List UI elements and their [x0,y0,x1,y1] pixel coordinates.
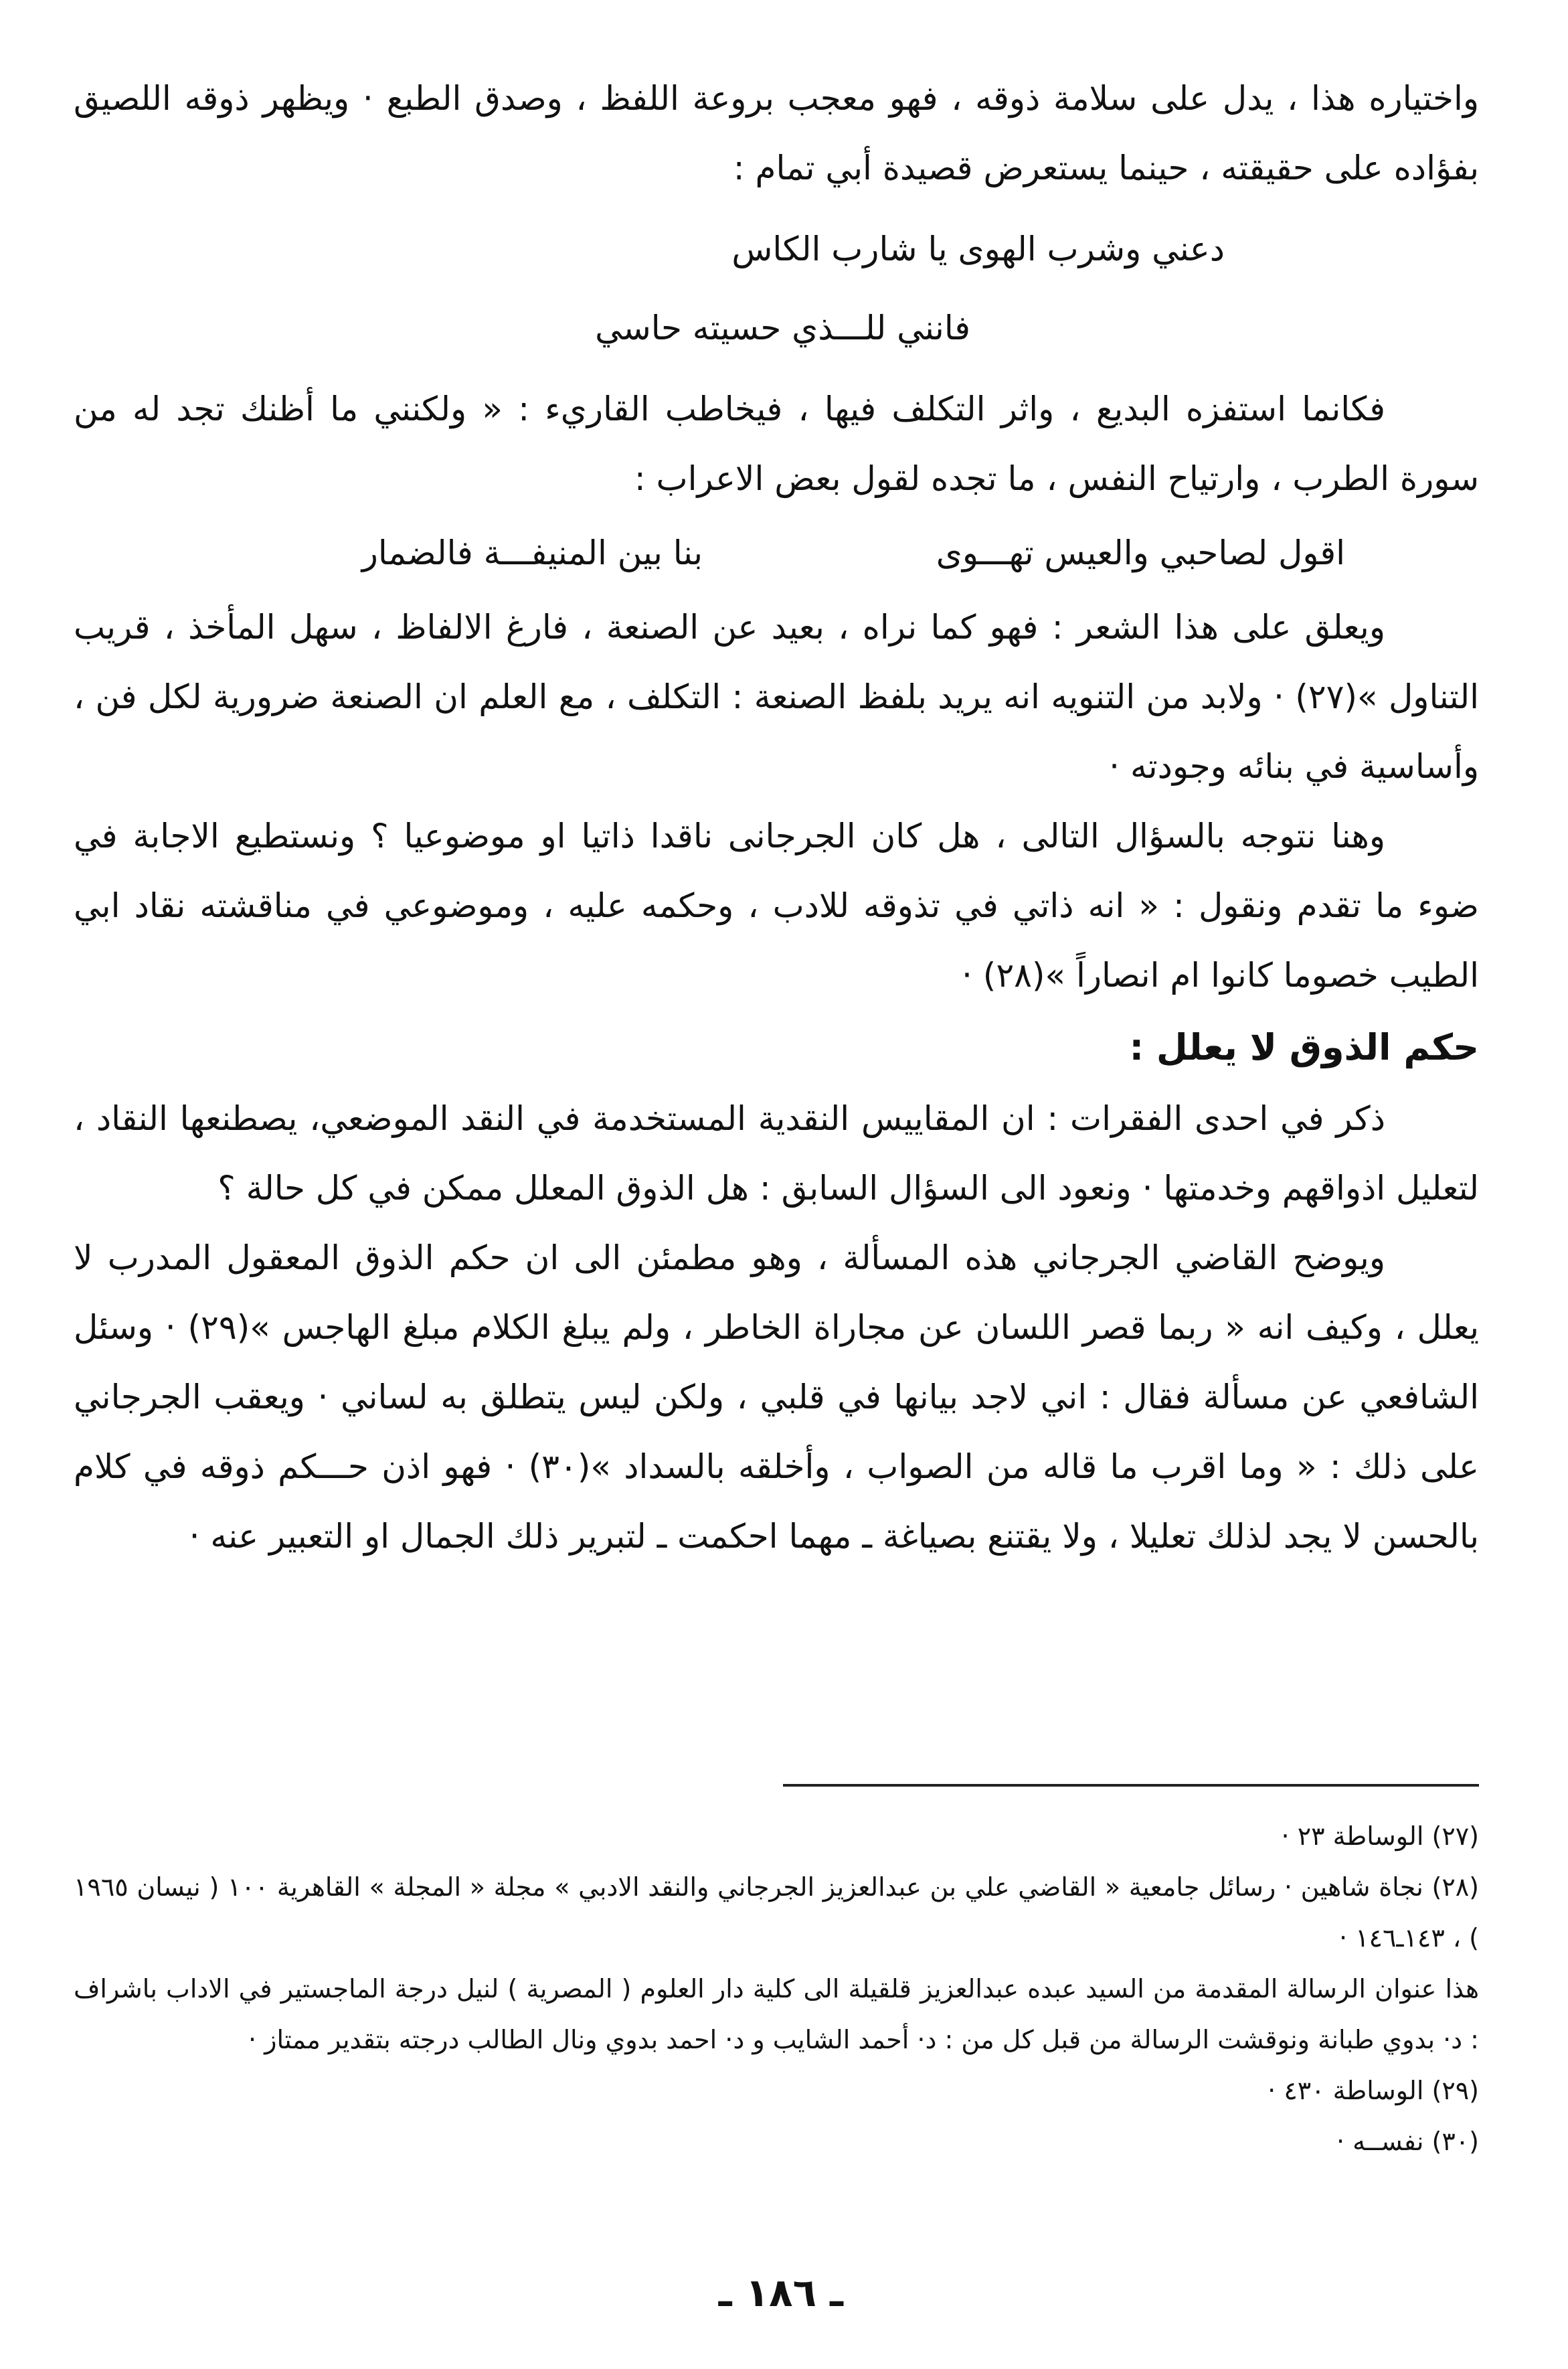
paragraph-2: فكانما استفزه البديع ، واثر التكلف فيها ، فيخاطب القاريء : « ولكنني ما أظنك تجد له من سورة الطرب ، وارتياح النفس ، ما تجده لقول بعض الاعراب : [74,390,1479,498]
verse-block-abu-tammam [74,210,1479,367]
verse-block-bedouin [74,513,1479,592]
verse-1-second-hemistich: فانني للـــذي حسيته حاسي [595,309,970,347]
page-number: ـ ١٨٦ ـ [718,2270,843,2315]
verse-2-first-hemistich: اقول لصاحبي والعيس تهـــوى [936,534,1345,572]
verse-1-first-hemistich: دعني وشرب الهوى يا شارب الكاس [731,230,1225,268]
footnote-28: (٢٨) نجاة شاهين · رسائل جامعية « القاضي علي بن عبدالعزيز الجرجاني والنقد الادبي » مجلة « المجلة » القاهرية ١٠٠ ( نيسان ١٩٦٥ ) ، ١٤٣ـ١٤٦ · [74,1872,1479,1953]
paragraph-3: ويعلق على هذا الشعر : فهو كما نراه ، بعيد عن الصنعة ، فارغ الالفاظ ، سهل المأخذ ، قريب التناول »(٢٧) · ولابد من التنويه انه يريد بلفظ الصنعة : التكلف ، مع العلم ان الصنعة ضرورية لكل فن ، وأساسية في بنائه وجودته · [74,608,1479,786]
footnote-30: (٣٠) نفســه · [1336,2127,1479,2156]
section-heading: حكم الذوق لا يعلل : [1129,1026,1479,1068]
paragraph-1: واختياره هذا ، يدل على سلامة ذوقه ، فهو معجب بروعة اللفظ ، وصدق الطبع · ويظهر ذوقه اللصيق بفؤاده على حقيقته ، حينما يستعرض قصيدة أبي تمام : [74,79,1479,187]
document-page [74,64,1479,2326]
footnotes [74,1811,1479,2167]
footnote-28-continuation: هذا عنوان الرسالة المقدمة من السيد عبده عبدالعزيز قلقيلة الى كلية دار العلوم ( المصرية ) لنيل درجة الماجستير في الاداب باشراف : د· بدوي طبانة ونوقشت الرسالة من قبل كل من : د· أحمد الشايب و د· احمد بدوي ونال الطالب درجته بتقدير ممتاز · [74,1974,1479,2054]
footnote-27: (٢٧) الوساطة ٢٣ · [1281,1821,1479,1851]
verse-2-second-hemistich: بنا بين المنيفـــة فالضمار [361,534,703,572]
paragraph-5: ذكر في احدى الفقرات : ان المقاييس النقدية المستخدمة في النقد الموضعي، يصطنعها النقاد ، لتعليل اذواقهم وخدمتها · ونعود الى السؤال السابق : هل الذوق المعلل ممكن في كل حالة ؟ [74,1099,1479,1208]
footnote-separator [783,1784,1479,1787]
footnote-29: (٢٩) الوساطة ٤٣٠ · [1268,2076,1479,2105]
paragraph-6: ويوضح القاضي الجرجاني هذه المسألة ، وهو مطمئن الى ان حكم الذوق المعقول المدرب لا يعلل ، وكيف انه « ربما قصر اللسان عن مجاراة الخاطر ، ولم يبلغ الكلام مبلغ الهاجس »(٢٩) · وسئل الشافعي عن مسألة فقال : اني لاجد بيانها في قلبي ، ولكن ليس يتطلق به لساني · ويعقب الجرجاني على ذلك : « وما اقرب ما قاله من الصواب ، وأخلقه بالسداد »(٣٠) · فهو اذن حـــكم ذوقه في كلام بالحسن لا يجد لذلك تعليلا ، ولا يقتنع بصياغة ـ مهما احكمت ـ لتبرير ذلك الجمال او التعبير عنه · [74,1238,1480,1556]
paragraph-4: وهنا نتوجه بالسؤال التالى ، هل كان الجرجانى ناقدا ذاتيا او موضوعيا ؟ ونستطيع الاجابة في ضوء ما تقدم ونقول : « انه ذاتي في تذوقه للادب ، وحكمه عليه ، وموضوعي في مناقشته نقاد ابي الطيب خصوما كانوا ام انصاراً »(٢٨) · [74,817,1479,995]
